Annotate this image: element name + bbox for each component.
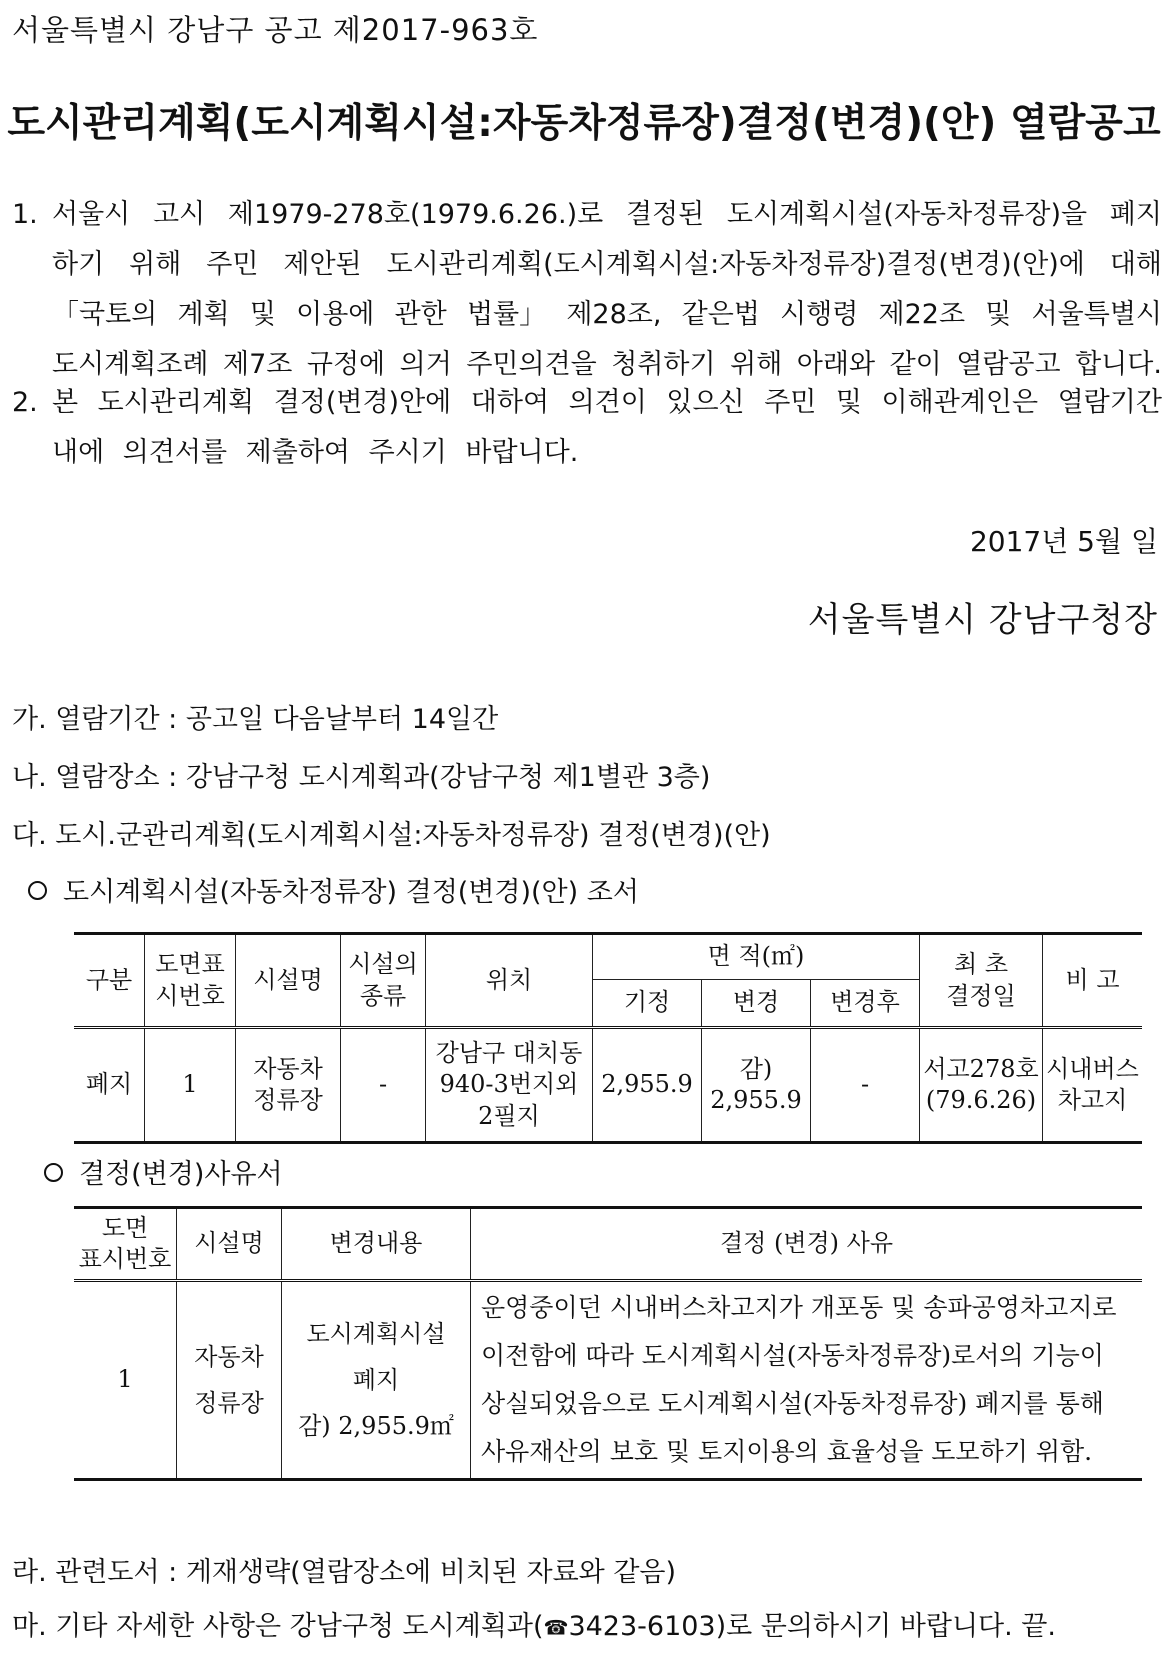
word: 의거 <box>399 349 452 380</box>
item-da: 다. 도시.군관리계획(도시계획시설:자동차정류장) 결정(변경)(안) <box>12 820 771 851</box>
header-reason: 결정 (변경) 사유 <box>471 1208 1143 1281</box>
cell-area-existing: 2,955.9 <box>593 1028 702 1143</box>
header-map-no: 도면표 시번호 <box>145 934 236 1028</box>
word: 의견이 <box>568 387 647 418</box>
word: 「국토의 <box>52 299 158 330</box>
word: 법률」 <box>466 299 547 330</box>
cell-change-content: 도시계획시설 폐지 감) 2,955.9㎡ <box>282 1281 471 1480</box>
item-ra: 라. 관련도서 : 게재생략(열람장소에 비치된 자료와 같음) <box>12 1557 677 1588</box>
circle-bullet-icon <box>28 881 47 900</box>
item-na: 나. 열람장소 : 강남구청 도시계획과(강남구청 제1별관 3층) <box>12 762 711 793</box>
cell-area-change: 감) 2,955.9 <box>702 1028 811 1143</box>
word: 대하여 <box>470 387 550 418</box>
word: 관한 <box>394 299 447 330</box>
cell-gubun: 폐지 <box>74 1028 145 1143</box>
word: 주민 <box>764 387 817 418</box>
word: 있으신 <box>666 387 745 418</box>
word: 주민의견을 <box>466 349 597 380</box>
word: 이용에 <box>296 299 375 330</box>
table-row <box>74 1028 1142 1143</box>
cell-remarks: 시내버스 차고지 <box>1043 1028 1143 1143</box>
word: 위해 <box>129 249 182 280</box>
word: 위해 <box>730 349 783 380</box>
word: 도시계획조례 <box>52 349 209 380</box>
word: 이해관계인은 <box>881 387 1039 418</box>
item-ga: 가. 열람기간 : 공고일 다음날부터 14일간 <box>12 704 499 735</box>
word: 도시관리계획(도시계획시설:자동차정류장)결정(변경)(안)에 <box>386 249 1085 280</box>
phone-icon: ☎ <box>543 1615 569 1640</box>
cell-facility-name: 자동차 정류장 <box>177 1281 282 1480</box>
cell-map-no: 1 <box>145 1028 236 1143</box>
item-ma: 마. 기타 자세한 사항은 강남구청 도시계획과(☎3423-6103)로 문의하시기 바랍니다. 끝. <box>12 1611 1056 1642</box>
cell-first-decision: 서고278호 (79.6.26) <box>920 1028 1043 1143</box>
word: 및 <box>249 299 276 330</box>
facility-decision-table <box>74 932 1142 1144</box>
table1-subheading: 도시계획시설(자동차정류장) 결정(변경)(안) 조서 <box>28 870 639 909</box>
notice-number: 서울특별시 강남구 공고 제2017-963호 <box>12 13 539 47</box>
header-change-content: 변경내용 <box>282 1208 471 1281</box>
header-area-after: 변경후 <box>811 980 920 1028</box>
word: 주민 <box>206 249 259 280</box>
header-facility-name: 시설명 <box>177 1208 282 1281</box>
document-title: 도시관리계획(도시계획시설:자동차정류장)결정(변경)(안) 열람공고 <box>7 101 1161 146</box>
word: 하기 <box>52 249 105 280</box>
table-row <box>74 1281 1142 1480</box>
word: 대해 <box>1109 249 1162 280</box>
word: 결정(변경)안에 <box>273 387 452 418</box>
circle-bullet-icon <box>44 1163 63 1182</box>
header-area: 면 적(㎡) <box>593 934 920 980</box>
cell-facility-name: 자동차 정류장 <box>236 1028 341 1143</box>
word: 같이 <box>889 349 942 380</box>
header-location: 위치 <box>426 934 593 1028</box>
signer: 서울특별시 강남구청장 <box>807 600 1158 640</box>
decision-reason-table <box>74 1206 1142 1481</box>
word: 도시계획시설(자동차정류장)을 <box>726 199 1088 230</box>
header-facility-type: 시설의 종류 <box>341 934 426 1028</box>
header-first-decision: 최 초 결정일 <box>920 934 1043 1028</box>
cell-reason: 운영중이던 시내버스차고지가 개포동 및 송파공영차고지로 이전함에 따라 도시계획시설(자동차정류장)로서의 기능이 상실되었음으로 도시계획시설(자동차정류장) 폐지를 통해 사유재산의 보호 및 토지이용의 효율성을 도모하기 위함. <box>471 1281 1143 1480</box>
cell-map-no: 1 <box>74 1281 177 1480</box>
paragraph-1-number: 1. <box>12 199 38 230</box>
word: 및 <box>985 299 1012 330</box>
paragraph-line <box>12 378 1162 428</box>
word: 및 <box>835 387 862 418</box>
word: 청취하기 <box>611 349 716 380</box>
word: 제1979-278호(1979.6.26.)로 <box>227 199 604 230</box>
paragraph-1 <box>12 190 1162 390</box>
word: 고시 <box>152 199 206 230</box>
word: 폐지 <box>1109 199 1162 230</box>
paragraph-2 <box>12 378 1162 478</box>
paragraph-2-last-line: 내에 의견서를 제출하여 주시기 바랍니다. <box>52 437 579 468</box>
word: 제28조, <box>566 299 662 330</box>
word: 같은법 <box>681 299 760 330</box>
word: 규정에 <box>306 349 386 380</box>
word: 제22조 <box>878 299 966 330</box>
word: 열람공고 <box>956 349 1061 380</box>
header-remarks: 비 고 <box>1043 934 1143 1028</box>
paragraph-2-number: 2. <box>12 387 38 418</box>
word: 제7조 <box>223 349 293 380</box>
word: 아래와 <box>796 349 876 380</box>
header-gubun: 구분 <box>74 934 145 1028</box>
notice-date: 2017년 5월 일 <box>969 525 1158 558</box>
header-facility-name: 시설명 <box>236 934 341 1028</box>
word: 시행령 <box>780 299 859 330</box>
paragraph-line <box>12 290 1162 340</box>
paragraph-line <box>12 240 1162 290</box>
header-area-existing: 기정 <box>593 980 702 1028</box>
cell-location: 강남구 대치동 940-3번지외 2필지 <box>426 1028 593 1143</box>
paragraph-line <box>12 190 1162 240</box>
header-map-no: 도면 표시번호 <box>74 1208 177 1281</box>
table2-subheading: 결정(변경)사유서 <box>44 1152 283 1191</box>
cell-area-after: - <box>811 1028 920 1143</box>
word: 합니다. <box>1075 349 1162 380</box>
word: 결정된 <box>625 199 705 230</box>
word: 계획 <box>177 299 230 330</box>
header-area-change: 변경 <box>702 980 811 1028</box>
word: 열람기간 <box>1057 387 1162 418</box>
word: 서울특별시 <box>1031 299 1162 330</box>
word: 서울시 <box>52 199 131 230</box>
word: 도시관리계획 <box>97 387 255 418</box>
word: 본 <box>52 387 79 418</box>
word: 제안된 <box>283 249 362 280</box>
cell-facility-type: - <box>341 1028 426 1143</box>
